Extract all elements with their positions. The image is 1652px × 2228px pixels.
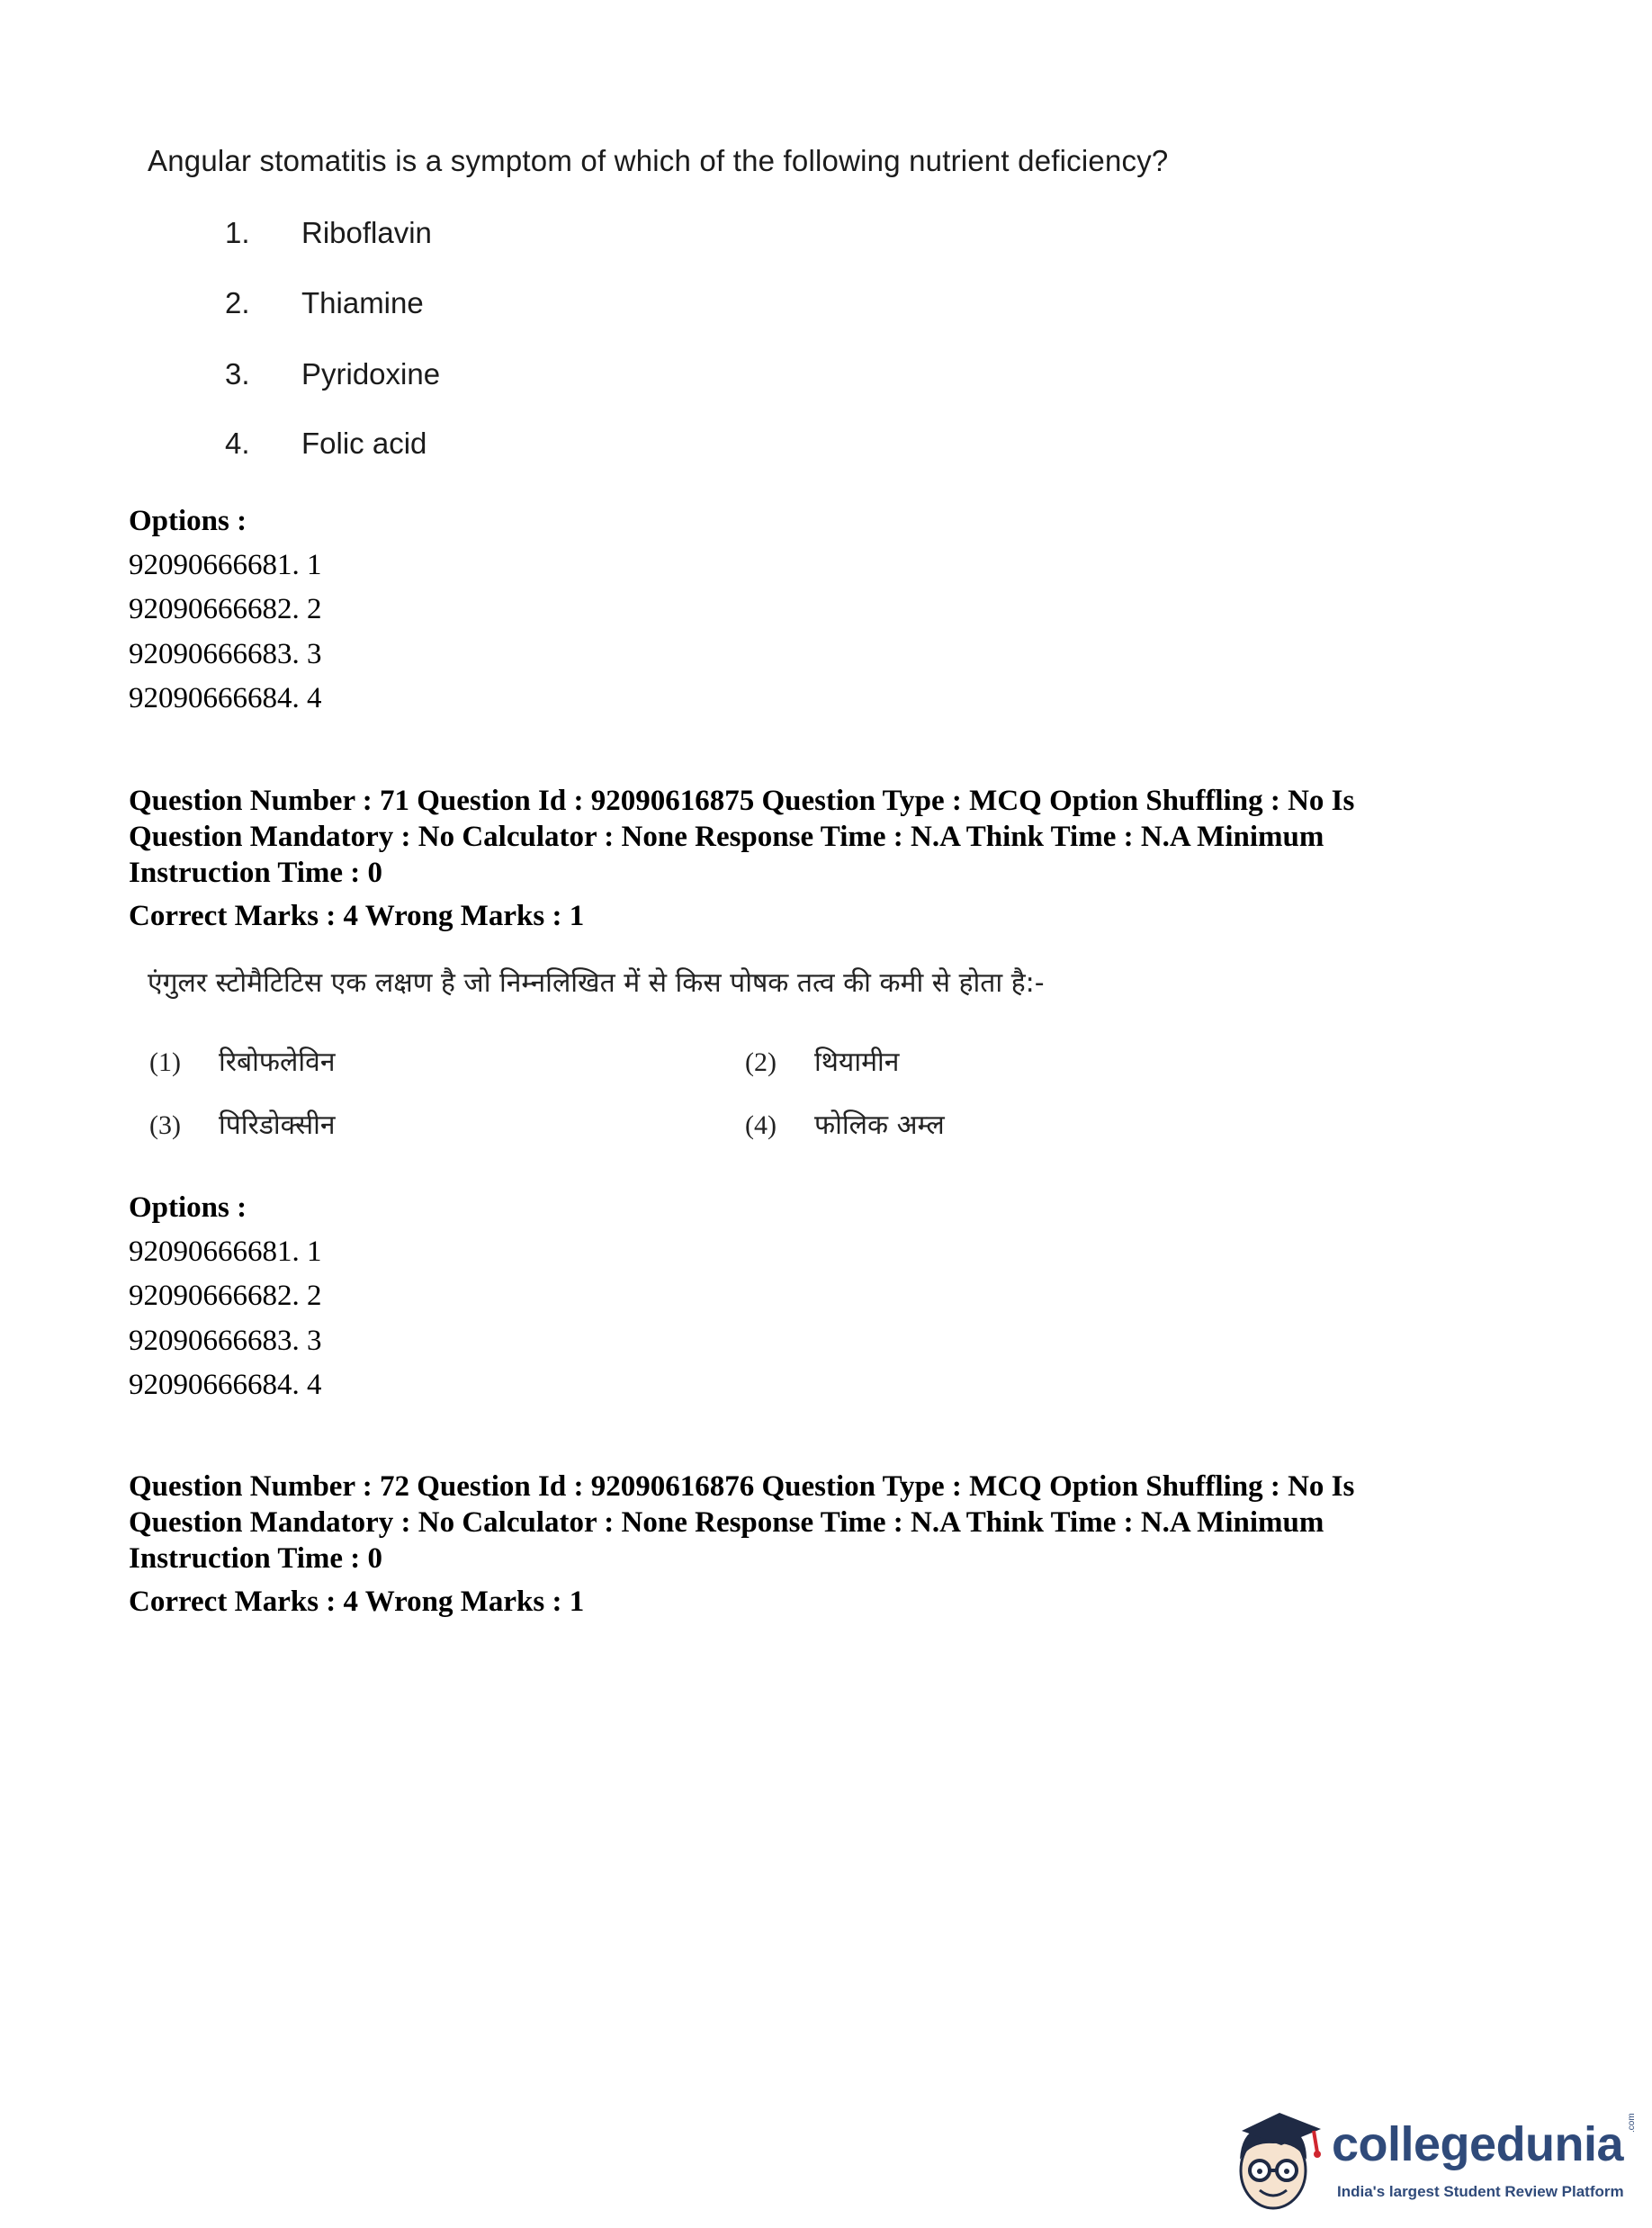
choice-number: 1. [225,216,250,249]
option-id: 92090666684. 4 [129,682,322,714]
meta-line: Instruction Time : 0 [129,857,383,889]
collegedunia-logo [1224,2097,1638,2223]
question-71-choice [745,1042,899,1079]
choice-text: रिबोफलेविन [218,1047,336,1078]
choice-number: (4) [745,1110,777,1140]
options-label: Options : [129,505,247,537]
question-70-text: Angular stomatitis is a symptom of which of the following nutrient deficiency? [148,144,1169,177]
choice-number: 4. [225,427,250,460]
question-71-marks: Correct Marks : 4 Wrong Marks : 1 [129,900,585,932]
option-id: 92090666684. 4 [129,1369,322,1401]
choice-number: 3. [225,357,250,391]
question-72-meta [129,1469,1354,1577]
choice-text: पिरिडोक्सीन [218,1110,336,1141]
option-id: 92090666682. 2 [129,1280,322,1312]
meta-line: Question Mandatory : No Calculator : None Response Time : N.A Think Time : N.A Minimum [129,1506,1324,1539]
question-71-meta [129,783,1354,891]
question-71-choice [149,1042,336,1079]
option-id: 92090666683. 3 [129,638,322,670]
choice-text: फोलिक अम्ल [813,1110,945,1141]
meta-line: Question Mandatory : No Calculator : None Response Time : N.A Think Time : N.A Minimum [129,821,1324,853]
choice-text: Riboflavin [301,216,432,249]
logo-suffix: .com [1627,2113,1637,2133]
logo-tagline: India's largest Student Review Platform [1337,2183,1624,2200]
question-71-hindi-text: एंगुलर स्टोमैटिटिस एक लक्षण है जो निम्नलिखित में से किस पोषक तत्व की कमी से होता है:- [148,967,1045,999]
option-id: 92090666681. 1 [129,1235,322,1268]
choice-text: Folic acid [301,427,427,460]
choice-number: (3) [149,1110,181,1140]
logo-brand: collegedunia [1332,2117,1624,2171]
option-id: 92090666682. 2 [129,593,322,625]
meta-line: Question Number : 72 Question Id : 92090616876 Question Type : MCQ Option Shuffling : No Is [129,1470,1355,1503]
question-71-choice [745,1105,945,1142]
option-id: 92090666683. 3 [129,1325,322,1357]
choice-text: Pyridoxine [301,357,441,391]
options-label: Options : [129,1191,247,1224]
question-71-choice [149,1105,336,1142]
meta-line: Question Number : 71 Question Id : 92090616875 Question Type : MCQ Option Shuffling : No Is [129,785,1355,817]
choice-text: थियामीन [813,1047,900,1078]
choice-number: (2) [745,1047,777,1077]
choice-number: (1) [149,1047,181,1077]
choice-number: 2. [225,286,250,319]
option-id: 92090666681. 1 [129,549,322,581]
meta-line: Instruction Time : 0 [129,1542,383,1575]
question-72-marks: Correct Marks : 4 Wrong Marks : 1 [129,1586,585,1618]
mascot-icon [1224,2097,1332,2223]
choice-text: Thiamine [301,286,424,319]
